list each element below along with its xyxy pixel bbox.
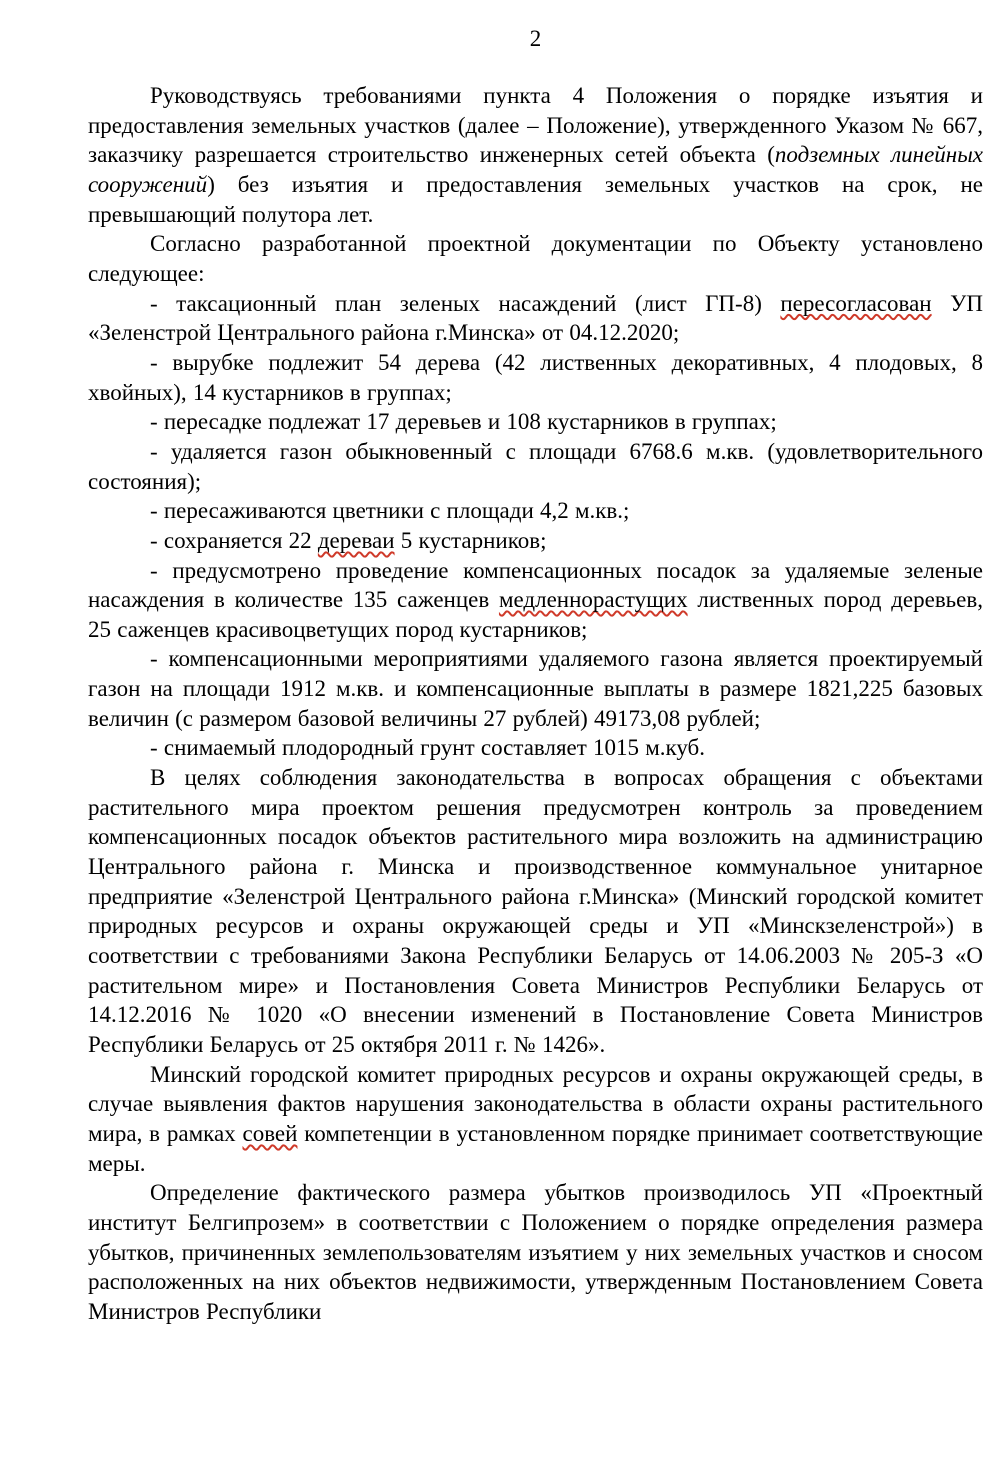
paragraph [88,644,983,733]
paragraph [88,1060,983,1179]
text-run: 5 кустарников; [394,527,547,553]
text-run: Минский городской комитет природных ресурсов и охраны окружающей среды, в случае выявления фактов нарушения законодательства в области охраны растительного мира, в рамках [88,1061,983,1146]
paragraph [88,733,983,763]
paragraph [88,437,983,496]
text-run: Определение фактического размера убытков производилось УП «Проектный институт Белгипрозем» в соответствии с Положением о порядке определения размера убытков, причиненных землепользователям изъятием у них земельных участков и сносом расположенных на них объектов недвижимости, утвержденным Постановлением Совета Министров Республики [88,1180,983,1324]
text-run: УП «Зеленстрой Центрального района г.Минска» от 04.12.2020; [88,290,983,346]
italic-text: подземных линейных сооружений [88,142,983,197]
paragraph [88,496,983,526]
text-run: - пересадке подлежат 17 деревьев и 108 кустарников в группах; [150,409,777,435]
text-run: - предусмотрено проведение компенсационных посадок за удаляемые зеленые насаждения в количестве 135 саженцев [88,557,983,613]
paragraph [88,81,983,229]
misspelled-word: пересогласован [780,290,932,316]
text-run: Согласно разработанной проектной документации по Объекту установлено следующее: [88,231,983,286]
text-run: - компенсационными мероприятиями удаляемого газона является проектируемый газон на площади 1912 м.кв. и компенсационные выплаты в размере 1821,225 базовых величин (с размером базовой величины 27 рублей) 49173,08 рублей; [88,646,983,731]
text-run: - снимаемый плодородный грунт составляет 1015 м.куб. [150,735,706,761]
paragraph [88,526,983,556]
paragraph [88,229,983,288]
paragraph [88,289,983,348]
paragraph [88,763,983,1060]
text-run: ) без изъятия и предоставления земельных участков на срок, не превышающий полутора лет. [88,171,983,227]
page-number: 2 [529,26,542,51]
paragraph [88,1178,983,1326]
text-run: лиственных пород деревьев, 25 саженцев красивоцветущих пород кустарников; [88,587,983,642]
text-run: В целях соблюдения законодательства в вопросах обращения с объектами растительного мира проектом решения предусмотрен контроль за проведением компенсационных посадок объектов растительного мира возложить на администрацию Центрального района г. Минска и производственное коммунальное унитарное предприятие «Зеленстрой Центрального района г.Минска» (Минский городской комитет природных ресурсов и охраны окружающей среды и УП «Минскзеленстрой») в соответствии с требованиями Закона Республики Беларусь от 14.06.2003 № 205-З «О растительном мире» и Постановления Совета Министров Республики Беларусь от 14.12.2016 № 1020 «О внесении изменений в Постановление Совета Министров Республики Беларусь от 25 октября 2011 г. № 1426». [88,765,983,1057]
text-run: Руководствуясь требованиями пункта 4 Положения о порядке изъятия и предоставления земельных участков (далее – Положение), утвержденного Указом № 667, заказчику разрешается строительство инженерных сетей объекта ( [88,83,983,168]
text-run: - сохраняется 22 [150,527,318,553]
misspelled-word: медленнорастущих [498,587,688,613]
text-run: - вырубке подлежит 54 дерева (42 лиственных декоративных, 4 плодовых, 8 хвойных), 14 кустарников в группах; [88,349,983,405]
paragraph [88,348,983,407]
text-run: - пересаживаются цветники с площади 4,2 м.кв.; [150,498,630,524]
misspelled-word: совей [242,1120,298,1146]
text-run: - таксационный план зеленых насаждений (лист ГП-8) [150,290,781,316]
document-body [88,81,983,1327]
paragraph [88,556,983,645]
text-run: - удаляется газон обыкновенный с площади 6768.6 м.кв. (удовлетворительного состояния); [88,438,983,494]
misspelled-word: дереваи [317,527,395,553]
text-run: компетенции в установленном порядке принимает соответствующие меры. [88,1120,983,1176]
paragraph [88,407,983,437]
